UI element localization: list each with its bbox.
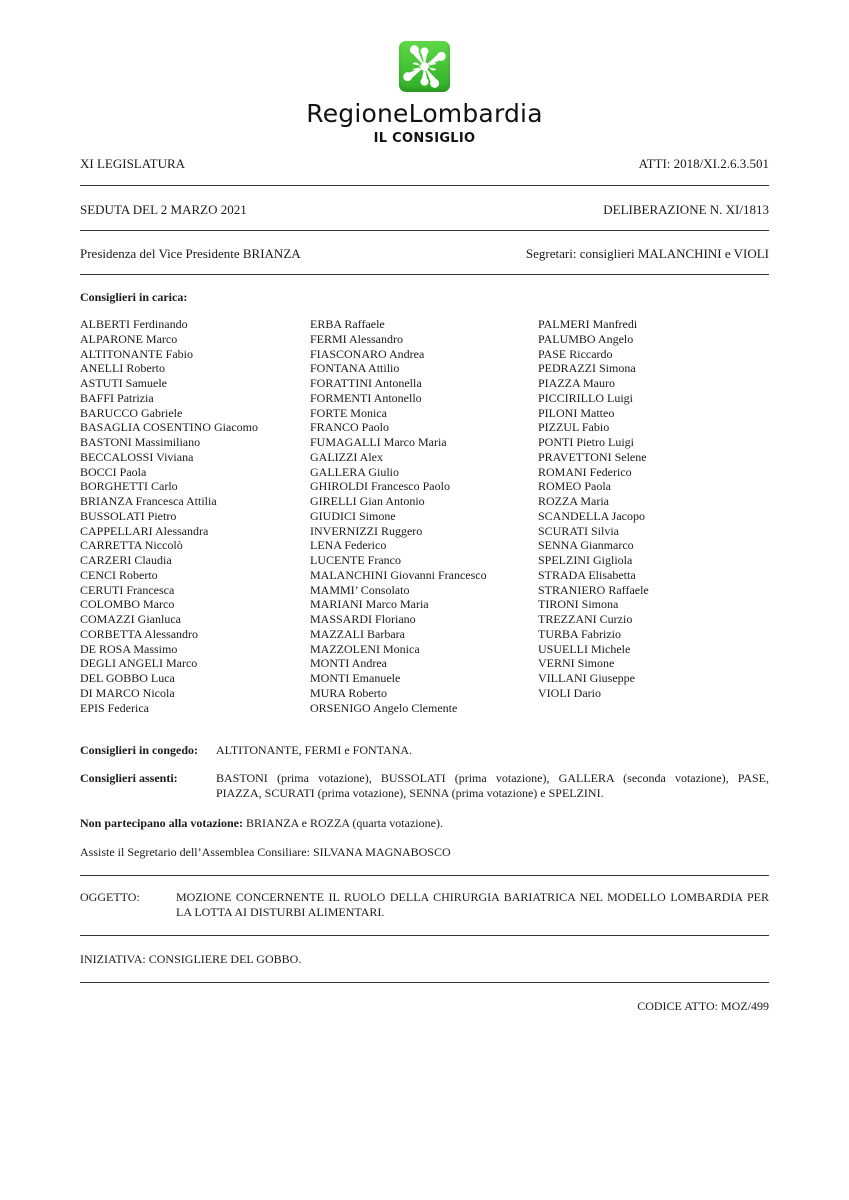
consigliere-name: PASE Riccardo <box>538 346 613 361</box>
consigliere-name: PALMERI Manfredi <box>538 317 638 331</box>
consigliere-name: BORGHETTI Carlo <box>80 479 178 494</box>
consigliere-name: SCURATI Silvia <box>538 523 620 538</box>
consigliere-name: SCANDELLA Jacopo <box>538 508 645 523</box>
consigliere-name: EPIS Federica <box>80 700 149 715</box>
divider <box>80 935 769 936</box>
non-partecipano-label: Non partecipano alla votazione: <box>80 816 243 830</box>
consigliere-name: MARIANI Marco Maria <box>310 597 429 612</box>
consigliere-name: FERMI Alessandro <box>310 331 403 346</box>
deliberazione-number: DELIBERAZIONE N. XI/1813 <box>603 202 769 217</box>
presidenza: Presidenza del Vice Presidente BRIANZA <box>80 246 301 261</box>
consigliere-name: DEGLI ANGELI Marco <box>80 656 198 671</box>
consigliere-name: FUMAGALLI Marco Maria <box>310 435 447 449</box>
consigliere-name: FIASCONARO Andrea <box>310 346 425 361</box>
consigliere-name: FRANCO Paolo <box>310 420 390 435</box>
assenti-line-2: PIAZZA, SCURATI (prima votazione), SENNA (prima votazione) e SPELZINI. <box>216 786 604 800</box>
consiglieri-title: Consiglieri in carica: <box>80 290 188 304</box>
consigliere-name: MALANCHINI Giovanni Francesco <box>310 567 487 582</box>
consigliere-name: STRADA Elisabetta <box>538 567 636 582</box>
consigliere-name: INVERNIZZI Ruggero <box>310 523 423 538</box>
consigliere-name: PIZZUL Fabio <box>538 420 610 435</box>
consigliere-name: FORTE Monica <box>310 405 387 420</box>
consigliere-name: COMAZZI Gianluca <box>80 612 181 626</box>
rosa-camuna-icon <box>399 41 450 92</box>
consigliere-name: MONTI Andrea <box>310 656 387 671</box>
consigliere-name: DI MARCO Nicola <box>80 685 175 700</box>
consigliere-name: CENCI Roberto <box>80 567 158 582</box>
consigliere-name: PONTI Pietro Luigi <box>538 435 634 449</box>
consigliere-name: TURBA Fabrizio <box>538 626 621 641</box>
consigliere-name: BAFFI Patrizia <box>80 390 154 405</box>
atti-code: ATTI: 2018/XI.2.6.3.501 <box>638 156 769 171</box>
consigliere-name: PILONI Matteo <box>538 405 615 420</box>
divider <box>80 982 769 983</box>
brand-subtitle: IL CONSIGLIO <box>373 131 476 146</box>
consigliere-name: CAPPELLARI Alessandra <box>80 523 209 538</box>
consigliere-name: ALBERTI Ferdinando <box>80 317 188 331</box>
consigliere-name: MONTI Emanuele <box>310 671 401 685</box>
divider <box>80 230 769 231</box>
consigliere-name: GHIROLDI Francesco Paolo <box>310 479 450 494</box>
consigliere-name: ROMEO Paola <box>538 479 611 494</box>
oggetto-label: OGGETTO: <box>80 890 140 904</box>
oggetto-text: MOZIONE CONCERNENTE IL RUOLO DELLA CHIRURGIA BARIATRICA NEL MODELLO LOMBARDIA PER LA LOTTA AI DISTURBI ALIMENTARI. <box>176 890 769 919</box>
consiglieri-column-2 <box>310 317 487 715</box>
iniziativa: INIZIATIVA: CONSIGLIERE DEL GOBBO. <box>80 952 302 966</box>
segretari: Segretari: consiglieri MALANCHINI e VIOLI <box>525 246 769 261</box>
non-partecipano-value: BRIANZA e ROZZA (quarta votazione). <box>246 816 443 830</box>
consigliere-name: BECCALOSSI Viviana <box>80 449 194 464</box>
consigliere-name: ALPARONE Marco <box>80 331 178 346</box>
consigliere-name: DE ROSA Massimo <box>80 641 178 656</box>
consigliere-name: ASTUTI Samuele <box>80 376 167 390</box>
consigliere-name: CARRETTA Niccolò <box>80 538 183 553</box>
consigliere-name: GIUDICI Simone <box>310 508 396 523</box>
consigliere-name: COLOMBO Marco <box>80 597 175 612</box>
consigliere-name: ERBA Raffaele <box>310 317 385 331</box>
consigliere-name: PALUMBO Angelo <box>538 331 634 346</box>
consigliere-name: PICCIRILLO Luigi <box>538 390 633 405</box>
consigliere-name: VIOLI Dario <box>538 685 601 700</box>
consigliere-name: BOCCI Paola <box>80 464 147 479</box>
consigliere-name: STRANIERO Raffaele <box>538 582 649 597</box>
consigliere-name: FONTANA Attilio <box>310 361 400 376</box>
seduta-date: SEDUTA DEL 2 MARZO 2021 <box>80 202 247 217</box>
consigliere-name: PRAVETTONI Selene <box>538 449 647 464</box>
consigliere-name: FORMENTI Antonello <box>310 390 422 405</box>
legislatura: XI LEGISLATURA <box>80 156 186 171</box>
consigliere-name: MAZZALI Barbara <box>310 626 405 641</box>
consigliere-name: ALTITONANTE Fabio <box>80 346 193 361</box>
consigliere-name: TREZZANI Curzio <box>538 612 633 626</box>
consigliere-name: FORATTINI Antonella <box>310 376 422 390</box>
assenti-line-1: BASTONI (prima votazione), BUSSOLATI (prima votazione), GALLERA (seconda votazione), PASE, <box>216 771 769 785</box>
consigliere-name: ORSENIGO Angelo Clemente <box>310 700 458 715</box>
congedo-label: Consiglieri in congedo: <box>80 743 199 757</box>
consiglieri-column-1 <box>80 317 258 715</box>
divider <box>80 875 769 876</box>
consigliere-name: CARZERI Claudia <box>80 553 172 567</box>
consigliere-name: PEDRAZZI Simona <box>538 361 636 376</box>
consigliere-name: ROMANI Federico <box>538 464 632 479</box>
consigliere-name: BUSSOLATI Pietro <box>80 508 177 523</box>
congedo-value: ALTITONANTE, FERMI e FONTANA. <box>216 743 413 757</box>
brand-region: Regione <box>306 99 409 128</box>
codice-atto: CODICE ATTO: MOZ/499 <box>637 999 769 1013</box>
consigliere-name: GIRELLI Gian Antonio <box>310 494 425 508</box>
consigliere-name: BARUCCO Gabriele <box>80 405 183 420</box>
consigliere-name: ROZZA Maria <box>538 494 609 508</box>
consigliere-name: MASSARDI Floriano <box>310 612 416 626</box>
consigliere-name: LUCENTE Franco <box>310 553 401 567</box>
consigliere-name: TIRONI Simona <box>538 597 619 612</box>
brand-name <box>0 99 849 128</box>
consigliere-name: ANELLI Roberto <box>80 361 165 376</box>
brand-lombardia: Lombardia <box>408 99 543 128</box>
consigliere-name: CERUTI Francesca <box>80 582 175 597</box>
consigliere-name: PIAZZA Mauro <box>538 376 615 390</box>
consigliere-name: SPELZINI Gigliola <box>538 553 633 567</box>
non-partecipano <box>80 816 443 831</box>
consigliere-name: MAZZOLENI Monica <box>310 641 420 656</box>
consigliere-name: BASAGLIA COSENTINO Giacomo <box>80 420 258 435</box>
divider <box>80 274 769 275</box>
consigliere-name: VERNI Simone <box>538 656 615 671</box>
divider <box>80 185 769 186</box>
consiglieri-column-3 <box>538 317 649 701</box>
consigliere-name: USUELLI Michele <box>538 641 631 656</box>
consigliere-name: LENA Federico <box>310 538 387 553</box>
consigliere-name: DEL GOBBO Luca <box>80 671 175 685</box>
consigliere-name: CORBETTA Alessandro <box>80 626 199 641</box>
consigliere-name: GALLERA Giulio <box>310 464 399 479</box>
consigliere-name: VILLANI Giuseppe <box>538 671 635 685</box>
consigliere-name: BASTONI Massimiliano <box>80 435 201 449</box>
consigliere-name: GALIZZI Alex <box>310 449 383 464</box>
consigliere-name: MAMMI’ Consolato <box>310 582 410 597</box>
consigliere-name: SENNA Gianmarco <box>538 538 634 553</box>
consigliere-name: MURA Roberto <box>310 685 388 700</box>
assenti-label: Consiglieri assenti: <box>80 771 178 785</box>
assiste-segretario: Assiste il Segretario dell’Assemblea Consiliare: SILVANA MAGNABOSCO <box>80 845 451 859</box>
consigliere-name: BRIANZA Francesca Attilia <box>80 494 217 508</box>
